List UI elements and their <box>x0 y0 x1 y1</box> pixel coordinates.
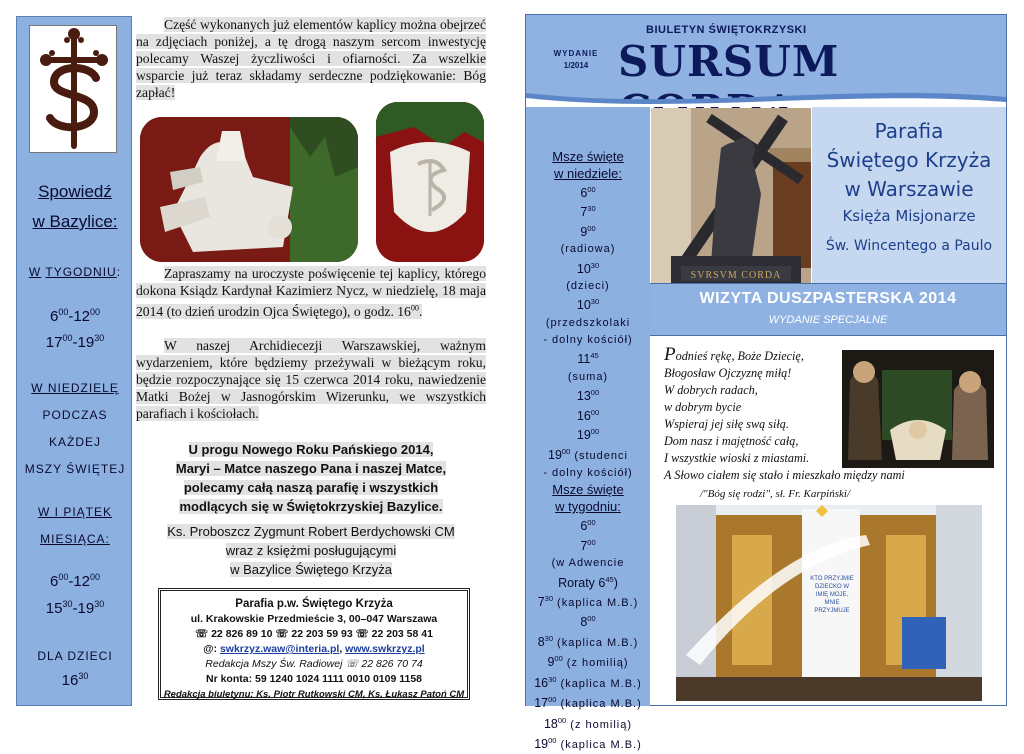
consecration-paragraph: Zapraszamy na uroczyste poświęcenie tej kaplicy, którego dokona Ksiądz Kardynał Kazimierz Nycz, w niedzielę, 18 maja 2014 (to dzień urodzin Ojca Świętego), o godz. $16^{00}$. <box>136 266 486 319</box>
email-link[interactable]: swkrzyz.waw@interia.pl <box>219 643 340 655</box>
contact-radio: Redakcja Mszy Św. Radiowej ☏ 22 826 70 74 <box>205 658 423 670</box>
friday-hours-1: $6^{00}-12^{00}$ <box>49 572 101 590</box>
weekday-mass-time: $17^{00}$ (kaplica M.B.) <box>534 695 642 711</box>
masthead <box>526 15 1006 107</box>
poem-line: Dom nasz i majętność całą, <box>664 434 799 448</box>
intro-paragraph: Część wykonanych już elementów kaplicy można obejrzeć na zdjęciach poniżej, a tę drogą naszym sercom inwestycję polecamy Waszej życzliwości i ofiarności. Za wszelkie wsparcie już teraz składamy serdeczne podziękowanie: Bóg zapłać! <box>136 17 486 100</box>
weekday-mass-time: $8^{00}$ <box>580 614 596 630</box>
friday-label-2: MIESIĄCA: <box>40 532 110 546</box>
contact-phones: ☏ 22 826 89 10 ☏ 22 203 59 93 ☏ 22 203 58 41 <box>195 628 433 640</box>
weekday-mass-time: $9^{00}$ (z homilią) <box>547 654 629 670</box>
pastoral-visit-banner <box>650 283 1006 336</box>
weekday-mass-heading <box>526 481 650 515</box>
weekday-mass-time: $18^{00}$ (z homilią) <box>543 715 633 731</box>
website-link[interactable]: www.swkrzyz.pl <box>345 643 425 655</box>
children-hours: $16^{30}$ <box>61 671 89 689</box>
weekdays-label: W TYGODNIU: <box>28 265 122 279</box>
poem-line: I wszystkie wioski z miastami. <box>664 451 810 465</box>
weekday-mass-time: (w Adwencie <box>551 557 625 570</box>
sunday-mass-heading-line-2: w niedziele: <box>554 166 622 181</box>
weekday-hours-1: $6^{00}-12^{00}$ <box>49 307 101 325</box>
parish-name-3: w Warszawie <box>844 177 974 201</box>
sunday-label: W NIEDZIELĘ <box>31 381 119 395</box>
poem-line: Błogosław Ojczyznę miłą! <box>664 366 792 380</box>
sunday-mass-time: $6^{00}$ <box>580 185 596 201</box>
sunday-mass-time: $16^{00}$ <box>576 407 600 423</box>
weekday-mass-time: $16^{30}$ (kaplica M.B.) <box>534 674 642 690</box>
statue-plaque: SVRSVM CORDA <box>690 270 782 281</box>
nativity-photo <box>842 350 994 468</box>
poem-line: Wspieraj jej siłę swą siłą. <box>664 417 789 431</box>
sunday-mass-heading <box>526 148 650 182</box>
visit-title: WIZYTA DUSZPASTERSKA 2014 <box>699 290 957 307</box>
sunday-mass-time: $19^{00}$ <box>576 427 600 443</box>
sunday-mass-time: (radiowa) <box>560 243 616 256</box>
weekday-mass-time: $7^{30}$ (kaplica M.B.) <box>537 593 639 610</box>
bulletin-title: SURSUM <box>618 37 840 86</box>
weekday-mass-time: Roraty $6^{45}$) <box>558 574 618 590</box>
mass-schedule-list <box>526 148 650 754</box>
chapel-relief-photo <box>140 117 358 262</box>
weekday-mass-time: $8^{30}$ (kaplica M.B.) <box>537 633 639 650</box>
sunday-mass-time: $10^{30}$ <box>576 297 600 313</box>
bulletin-label: BIULETYN ŚWIĘTOKRZYSKI <box>646 24 807 36</box>
sunday-mass-time: (suma) <box>567 370 609 383</box>
sunday-line-4: MSZY ŚWIĘTEJ <box>24 462 126 476</box>
children-label: DLA DZIECI <box>37 649 113 663</box>
masthead-wave-icon <box>526 89 1006 107</box>
poem-line: Podnieś rękę, Boże Dziecię, <box>664 344 804 365</box>
contact-street: ul. Krakowskie Przedmieście 3, 00–047 Warszawa <box>190 613 438 625</box>
cross-s-logo-icon <box>30 26 118 154</box>
contact-title: Parafia p.w. Świętego Krzyża <box>235 598 393 610</box>
archdiocese-paragraph: W naszej Archidiecezji Warszawskiej, ważnym wydarzeniem, które będziemy przeżywali w bieżącym roku, będzie rozpoczynające się 15 czerwca 2014 roku, nawiedzenie Matki Bożej w Jasnogórskim Wizerunku, we wszystkich parafiach i kościołach. <box>136 338 486 421</box>
parish-name-box <box>812 107 1006 283</box>
sunday-mass-time: (dzieci) <box>566 280 610 293</box>
contact-online: @: swkrzyz.waw@interia.pl, www.swkrzyz.pl <box>203 643 425 655</box>
friday-label: W I PIĄTEK <box>37 505 112 519</box>
sunday-mass-time: - dolny kościół) <box>543 334 633 347</box>
weekday-mass-heading-line-2: w tygodniu: <box>555 499 621 515</box>
confession-sidebar <box>16 16 132 706</box>
confession-title: Spowiedź <box>38 182 112 201</box>
poem-line: w dobrym bycie <box>664 400 742 414</box>
new-year-dedication: U progu Nowego Roku Pańskiego 2014, Maryi – Matce naszego Pana i naszej Matce, polecamy całą naszą parafię i wszystkich modlących się w Świętokrzyskiej Bazylice. <box>175 442 447 514</box>
sunday-mass-time: - dolny kościół) <box>543 467 633 480</box>
edition-label: WYDANIE <box>553 49 599 58</box>
parish-order: Księża Misjonarze <box>842 207 976 225</box>
poem-attribution: /"Bóg się rodzi", sł. Fr. Karpiński/ <box>700 488 851 500</box>
confession-title-2: w Bazylice: <box>32 212 118 231</box>
christ-statue-photo <box>651 108 811 283</box>
altar-photo <box>676 505 982 701</box>
contact-editors: Redakcja biuletynu: Ks. Piotr Rutkowski CM, Ks. Łukasz Patoń CM <box>163 689 465 700</box>
edition-number: 1/2014 <box>563 61 589 70</box>
parish-name-2: Świętego Krzyża <box>826 148 992 172</box>
sunday-mass-time: $11^{45}$ <box>577 351 599 367</box>
parish-contact-box <box>158 588 470 700</box>
pastor-signature: Ks. Proboszcz Zygmunt Robert Berdychowski CM wraz z księżmi posługującymi w Bazylice Świętego Krzyża <box>167 524 455 577</box>
sunday-line-3: KAŻDEJ <box>48 435 101 449</box>
sunday-mass-time: $19^{00}$ (studenci <box>548 446 628 462</box>
sunday-mass-time: $7^{30}$ <box>580 204 596 220</box>
sunday-mass-heading-line-1: Msze święte <box>552 149 624 164</box>
christmas-carol-poem <box>664 344 905 484</box>
sunday-mass-time: $9^{00}$ <box>580 223 596 240</box>
weekday-mass-time: $7^{00}$ <box>580 537 596 553</box>
poem-line: A Słowo ciałem się stało i mieszkało między nami <box>664 468 905 482</box>
parish-logo <box>29 25 117 153</box>
sunday-mass-time: $13^{00}$ <box>576 388 600 404</box>
visit-subtitle: WYDANIE SPECJALNE <box>768 314 888 326</box>
sunday-mass-time: $10^{30}$ <box>576 260 600 276</box>
sunday-line-2: PODCZAS <box>42 408 108 422</box>
poem-line: W dobrych radach, <box>664 383 758 397</box>
weekday-mass-heading-line-1: Msze święte <box>552 482 624 498</box>
weekday-mass-time: $6^{00}$ <box>580 518 596 534</box>
weekday-hours-2: $17^{00}-19^{30}$ <box>45 333 105 351</box>
sunday-mass-time: (przedszkolaki <box>545 316 631 329</box>
parish-patron: Św. Wincentego a Paulo <box>825 238 993 254</box>
altar-banner-text: KTO PRZYJMIE DZIECKO W IMIĘ MOJE, MNIE PRZYJMUJE <box>810 576 854 614</box>
weekday-mass-time: $19^{00}$ (kaplica M.B.) <box>534 736 642 752</box>
parish-name-1: Parafia <box>874 119 944 143</box>
friday-hours-2: $15^{30}-19^{30}$ <box>45 599 105 617</box>
chapel-shield-photo <box>376 102 484 262</box>
contact-account: Nr konta: 59 1240 1024 1111 0010 0109 1158 <box>205 673 423 685</box>
